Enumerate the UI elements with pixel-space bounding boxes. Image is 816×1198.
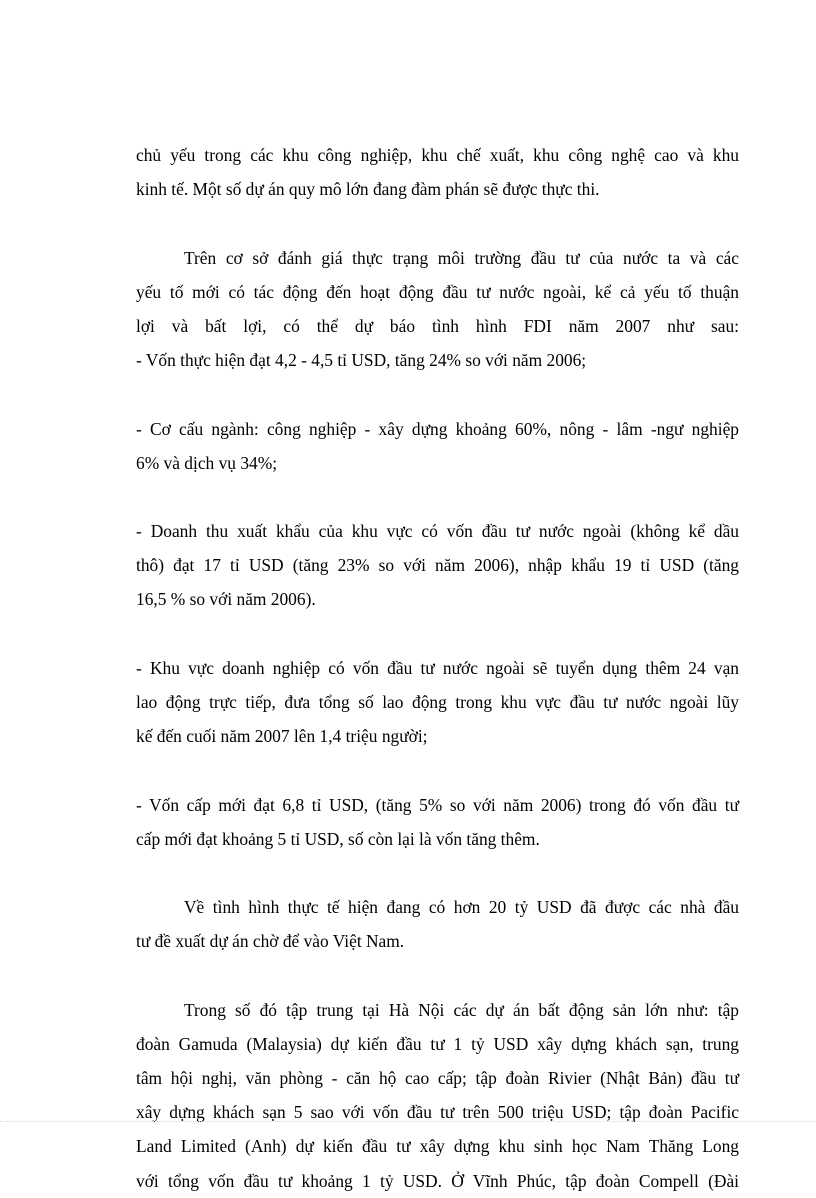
text-line: Land Limited (Anh) dự kiến đầu tư xây dựng khu sinh học Nam Thăng Long	[136, 1136, 739, 1157]
text-line: kế đến cuối năm 2007 lên 1,4 triệu người;	[136, 726, 428, 747]
text-line: - Vốn thực hiện đạt 4,2 - 4,5 tỉ USD, tăng 24% so với năm 2006;	[136, 350, 587, 371]
text-line: lợi và bất lợi, có thể dự báo tình hình FDI năm 2007 như sau:	[136, 315, 739, 336]
text-line: tư đề xuất dự án chờ để vào Việt Nam.	[136, 931, 405, 952]
paragraph-spacer	[136, 959, 739, 993]
text-line: chủ yếu trong các khu công nghiệp, khu chế xuất, khu công nghệ cao và khu	[136, 145, 739, 165]
text-line: đoàn Gamuda (Malaysia) dự kiến đầu tư 1 tỷ USD xây dựng khách sạn, trung	[136, 1033, 739, 1054]
text-line: yếu tố mới có tác động đến hoạt động đầu tư nước ngoài, kể cả yếu tố thuận	[136, 281, 739, 302]
text-line: - Doanh thu xuất khẩu của khu vực có vốn đầu tư nước ngoài (không kể dầu	[136, 521, 739, 542]
text-line: 16,5 % so với năm 2006).	[136, 589, 316, 610]
text-line: 6% và dịch vụ 34%;	[136, 452, 278, 473]
paragraph-spacer	[136, 206, 739, 240]
text-line: Trong số đó tập trung tại Hà Nội các dự án bất động sản lớn như: tập	[184, 999, 739, 1020]
text-line: lao động trực tiếp, đưa tổng số lao động trong khu vực đầu tư nước ngoài lũy	[136, 692, 739, 712]
text-line: - Khu vực doanh nghiệp có vốn đầu tư nước ngoài sẽ tuyển dụng thêm 24 vạn	[136, 657, 739, 678]
text-line: thô) đạt 17 tỉ USD (tăng 23% so với năm 2006), nhập khẩu 19 tỉ USD (tăng	[136, 555, 739, 576]
paragraph-spacer	[136, 377, 739, 411]
document-body	[136, 138, 739, 1198]
paragraph-spacer	[136, 480, 739, 514]
text-line: - Vốn cấp mới đạt 6,8 tỉ USD, (tăng 5% so với năm 2006) trong đó vốn đầu tư	[136, 794, 739, 815]
text-line: Trên cơ sở đánh giá thực trạng môi trường đầu tư của nước ta và các	[184, 247, 739, 268]
text-line: với tổng vốn đầu tư khoảng 1 tỷ USD. Ở Vĩnh Phúc, tập đoàn Compell (Đài	[136, 1170, 739, 1191]
paragraph-spacer	[136, 753, 739, 787]
text-line: xây dựng khách sạn 5 sao với vốn đầu tư trên 500 triệu USD; tập đoàn Pacific	[136, 1102, 739, 1123]
text-line: kinh tế. Một số dự án quy mô lớn đang đàm phán sẽ được thực thi.	[136, 179, 600, 200]
text-line: cấp mới đạt khoảng 5 tỉ USD, số còn lại là vốn tăng thêm.	[136, 828, 540, 849]
paragraph-spacer	[136, 617, 739, 651]
text-line: Về tình hình thực tế hiện đang có hơn 20 tỷ USD đã được các nhà đầu	[184, 897, 739, 918]
paragraph-spacer	[136, 856, 739, 890]
text-line: tâm hội nghị, văn phòng - căn hộ cao cấp; tập đoàn Rivier (Nhật Bản) đầu tư	[136, 1068, 739, 1089]
text-line: - Cơ cấu ngành: công nghiệp - xây dựng khoảng 60%, nông - lâm -ngư nghiệp	[136, 418, 739, 439]
